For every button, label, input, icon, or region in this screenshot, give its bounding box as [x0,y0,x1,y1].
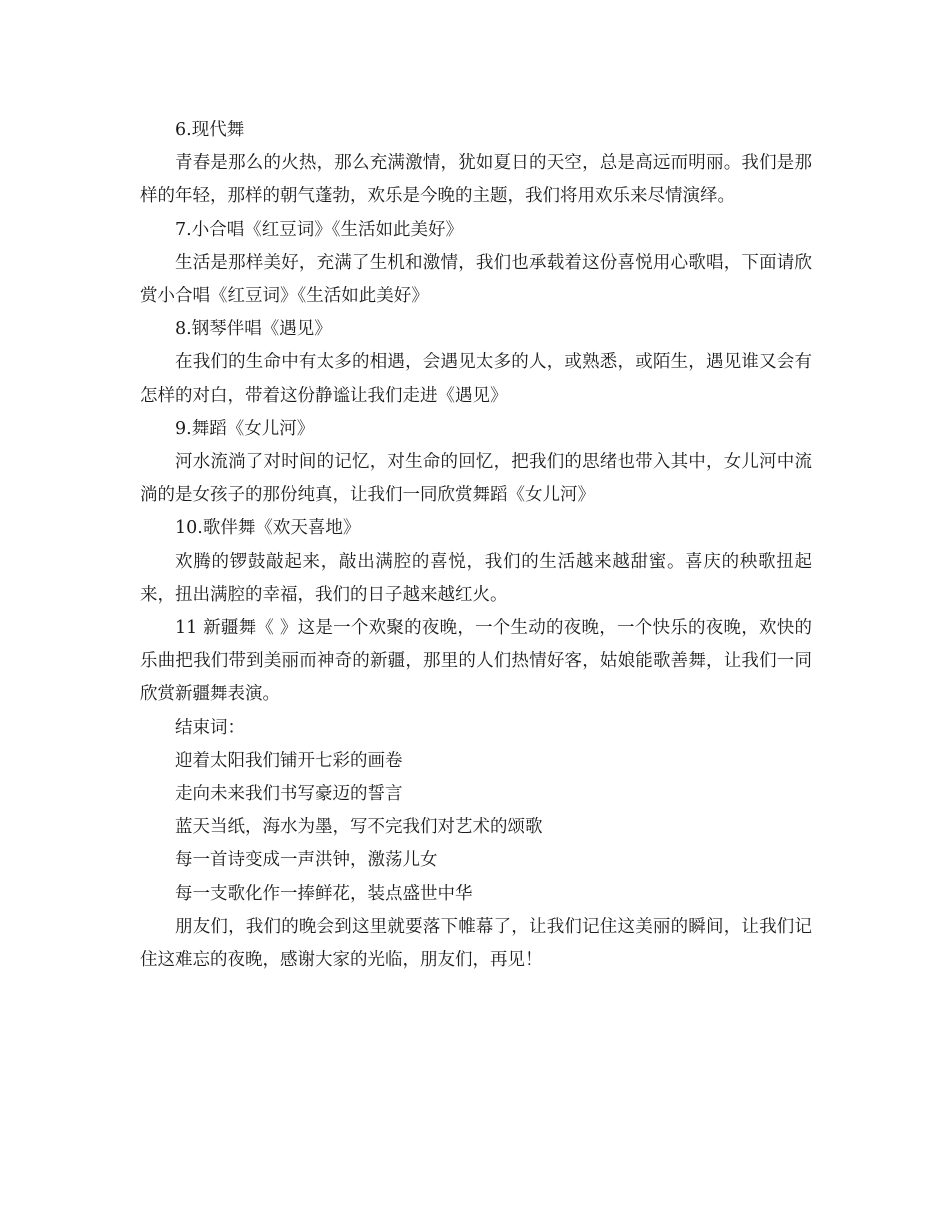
closing-line-2: 走向未来我们书写豪迈的誓言 [175,784,403,805]
document-body [140,114,812,977]
closing-line-1: 迎着太阳我们铺开七彩的画卷 [175,750,403,771]
paragraph-xinjiang-dance: 11 新疆舞《 》这是一个欢聚的夜晚，一个生动的夜晚，一个快乐的夜晚，欢快的乐曲把我们带到美丽而神奇的新疆，那里的人们热情好客，姑娘能歌善舞，让我们一同欣赏新疆舞表演。 [140,618,812,705]
paragraph-small-chorus-intro: 生活是那样美好，充满了生机和激情，我们也承载着这份喜悦用心歌唱，下面请欣赏小合唱《红豆词》《生活如此美好》 [140,252,812,307]
section-heading-piano-song: 8.钢琴伴唱《遇见》 [175,319,332,340]
section-heading-small-chorus: 7.小合唱《红豆词》《生活如此美好》 [175,219,463,240]
closing-line-3: 蓝天当纸，海水为墨，写不完我们对艺术的颂歌 [175,817,543,838]
closing-heading: 结束词： [175,717,245,738]
closing-line-5: 每一支歌化作一捧鲜花，装点盛世中华 [175,883,473,904]
section-heading-dance-nuer-river: 9.舞蹈《女儿河》 [175,418,315,439]
closing-line-4: 每一首诗变成一声洪钟，激荡儿女 [175,850,438,871]
paragraph-farewell: 朋友们，我们的晚会到这里就要落下帷幕了，让我们记住这美丽的瞬间，让我们记住这难忘的夜晚，感谢大家的光临，朋友们，再见！ [140,916,812,971]
paragraph-modern-dance-intro: 青春是那么的火热，那么充满激情，犹如夏日的天空，总是高远而明丽。我们是那样的年轻，那样的朝气蓬勃，欢乐是今晚的主题，我们将用欢乐来尽情演绎。 [140,153,812,207]
section-heading-song-dance: 10.歌伴舞《欢天喜地》 [175,518,361,539]
section-heading-modern-dance: 6.现代舞 [175,120,245,140]
paragraph-song-dance-intro: 欢腾的锣鼓敲起来，敲出满腔的喜悦，我们的生活越来越甜蜜。喜庆的秧歌扭起来，扭出满腔的幸福，我们的日子越来越红火。 [140,551,812,605]
paragraph-dance-nuer-river-intro: 河水流淌了对时间的记忆，对生命的回忆，把我们的思绪也带入其中，女儿河中流淌的是女孩子的那份纯真，让我们一同欣赏舞蹈《女儿河》 [140,452,812,506]
paragraph-piano-song-intro: 在我们的生命中有太多的相遇，会遇见太多的人，或熟悉，或陌生，遇见谁又会有怎样的对白，带着这份静谧让我们走进《遇见》 [140,352,812,406]
